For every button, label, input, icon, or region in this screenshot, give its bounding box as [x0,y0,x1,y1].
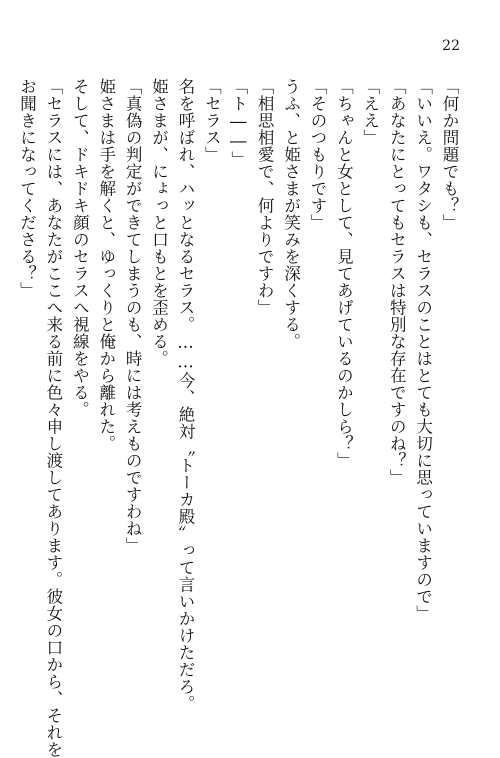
text-line: 「ちゃんと女として、見てあげているのかしら？」 [334,78,354,469]
text-line: 「相思相愛で、何よりですわ」 [255,78,275,316]
page-number: 22 [442,38,460,54]
text-line: 「何か問題でも？」 [440,78,459,231]
text-line: 「セラス」 [202,78,222,163]
text-line: 姫さまが、にょっと口もとを歪める。 [149,78,169,367]
vertical-text-body [17,78,462,758]
text-line: 姫さまは手を解くと、ゆっくりと俺から離れた。 [96,78,116,452]
text-line: 「ええ」 [360,78,380,146]
text-line: 「セラスには、あなたがここへ来る前に色々申し渡してあります。彼女の口から、それを [43,78,63,758]
text-line: 名を呼ばれ、ハッとなるセラス。……今、絶対〝トーカ殿〟って言いかけただろ。 [175,78,195,712]
text-line: 「ト――」 [228,78,248,168]
text-line: 「あなたにとってもセラスは特別な存在ですのね？」 [387,78,407,486]
text-line: 「そのつもりです」 [307,78,327,231]
text-line: お聞きになってくださる？」 [17,78,37,299]
text-line: 「真偽の判定ができてしまうのも、時には考えものですわね」 [123,78,143,554]
text-line: そして、ドキドキ顔のセラスへ視線をやる。 [70,78,90,418]
text-line: 「いいえ。ワタシも、セラスのことはとても大切に思っていますので」 [413,78,433,622]
text-line: うふ、と姫さまが笑みを深くする。 [281,78,301,350]
